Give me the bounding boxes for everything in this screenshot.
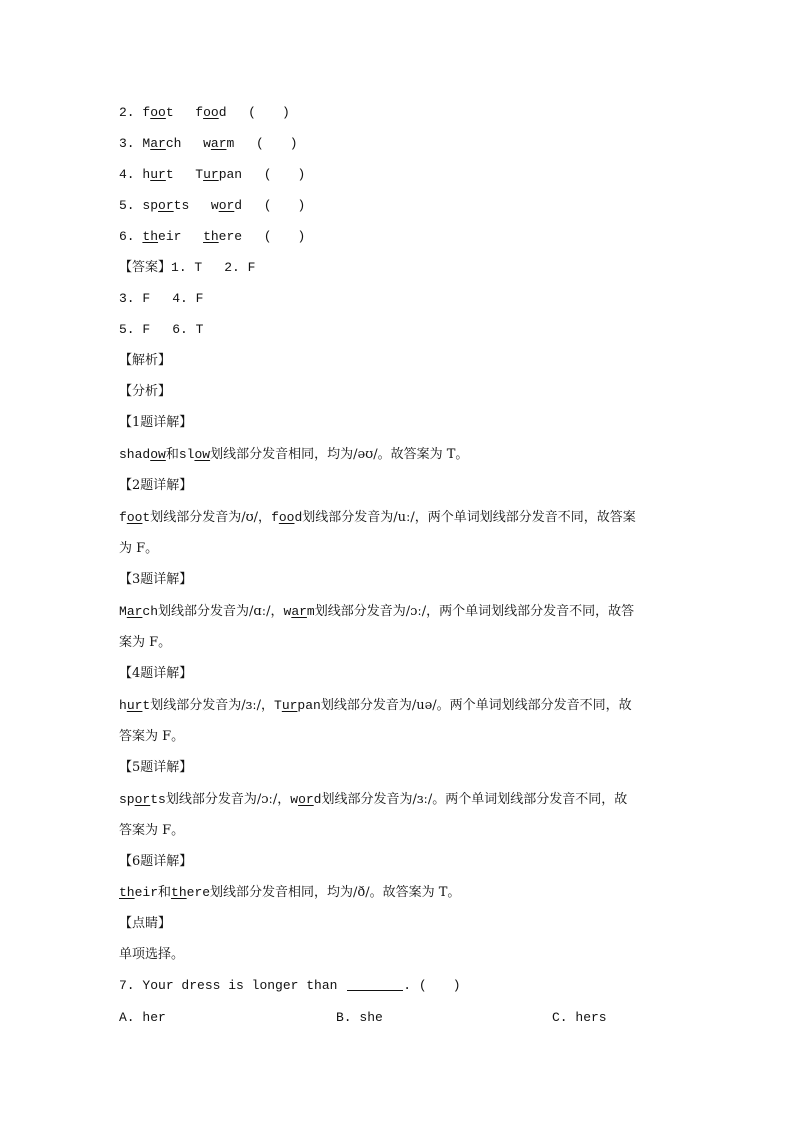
option-c: C. hers <box>552 1010 607 1025</box>
explanation-5: sports划线部分发音为/ɔː/，word划线部分发音为/ɜː/。两个单词划线部分发音不同，故 <box>119 792 628 807</box>
explanation-4-cont: 答案为 F。 <box>119 729 185 744</box>
explanation-5-cont: 答案为 F。 <box>119 823 185 838</box>
underlined-letters: ar <box>291 604 307 619</box>
answer-blank: ( ) <box>263 167 306 182</box>
question-number: 5. <box>119 198 135 213</box>
question-2: 2. foot food ( ) <box>119 105 290 120</box>
fill-blank <box>347 978 403 991</box>
underlined-letters: th <box>142 229 159 244</box>
underlined-letters: ur <box>281 698 298 713</box>
underlined-letters: or <box>134 792 151 807</box>
explanation-3-cont: 案为 F。 <box>119 635 172 650</box>
heading-fenxi: 【分析】 <box>119 384 172 399</box>
answer-blank: ( ) <box>255 136 298 151</box>
underlined-letters: ur <box>203 167 219 182</box>
underlined-letters: th <box>203 229 219 244</box>
underlined-letters: oo <box>203 105 219 120</box>
answer-blank: ( ) <box>263 229 306 244</box>
option-a: A. her <box>119 1010 166 1025</box>
question-6: 6. their there ( ) <box>119 229 306 244</box>
underlined-letters: ow <box>194 447 211 462</box>
question-number: 3. <box>119 136 135 151</box>
underlined-letters: ar <box>126 604 143 619</box>
heading-detail-1: 【1题详解】 <box>119 415 193 430</box>
heading-tips: 【点睛】 <box>119 916 172 931</box>
question-3: 3. March warm ( ) <box>119 136 298 151</box>
section-title: 单项选择。 <box>119 947 185 962</box>
question-number: 7. <box>119 978 135 993</box>
answer-blank: ( ) <box>418 978 461 993</box>
explanation-3: March划线部分发音为/ɑː/，warm划线部分发音为/ɔː/，两个单词划线部分发音不同，故答 <box>119 604 635 619</box>
underlined-letters: th <box>119 885 135 900</box>
underlined-letters: ur <box>150 167 166 182</box>
underlined-letters: or <box>158 198 174 213</box>
underlined-letters: ur <box>126 698 143 713</box>
option-b: B. she <box>336 1010 383 1025</box>
underlined-letters: oo <box>278 510 295 525</box>
underlined-letters: th <box>171 885 187 900</box>
question-7: 7. Your dress is longer than . ( ) <box>119 978 461 993</box>
underlined-letters: ar <box>150 136 166 151</box>
question-number: 6. <box>119 229 135 244</box>
explanation-2-cont: 为 F。 <box>119 541 159 556</box>
answer-line-2: 3. F 4. F <box>119 291 204 306</box>
heading-detail-5: 【5题详解】 <box>119 760 193 775</box>
answer-blank: ( ) <box>248 105 290 120</box>
question-4: 4. hurt Turpan ( ) <box>119 167 306 182</box>
question-number: 2. <box>119 105 135 120</box>
heading-detail-4: 【4题详解】 <box>119 666 193 681</box>
answer-blank: ( ) <box>263 198 306 213</box>
underlined-letters: or <box>218 198 235 213</box>
explanation-2: foot划线部分发音为/ʊ/，food划线部分发音为/uː/，两个单词划线部分发音不同，故答案 <box>119 510 636 525</box>
underlined-letters: ow <box>150 447 166 462</box>
explanation-4: hurt划线部分发音为/ɜː/，Turpan划线部分发音为/uə/。两个单词划线部分发音不同，故 <box>119 698 632 713</box>
explanation-1: shadow和slow划线部分发音相同，均为/əʊ/。故答案为 T。 <box>119 447 469 462</box>
underlined-letters: oo <box>150 105 166 120</box>
underlined-letters: or <box>298 792 314 807</box>
underlined-letters: oo <box>126 510 143 525</box>
explanation-6: their和there划线部分发音相同，均为/ð/。故答案为 T。 <box>119 885 461 900</box>
heading-detail-6: 【6题详解】 <box>119 854 193 869</box>
heading-analysis: 【解析】 <box>119 353 172 368</box>
answer-line-1: 【答案】1. T 2. F <box>119 260 256 275</box>
answer-label: 【答案】 <box>119 260 172 275</box>
answer-line-3: 5. F 6. T <box>119 322 204 337</box>
question-5: 5. sports word ( ) <box>119 198 306 213</box>
heading-detail-3: 【3题详解】 <box>119 572 193 587</box>
underlined-letters: ar <box>210 136 227 151</box>
question-text: Your dress is longer than <box>142 978 338 993</box>
question-number: 4. <box>119 167 135 182</box>
heading-detail-2: 【2题详解】 <box>119 478 193 493</box>
